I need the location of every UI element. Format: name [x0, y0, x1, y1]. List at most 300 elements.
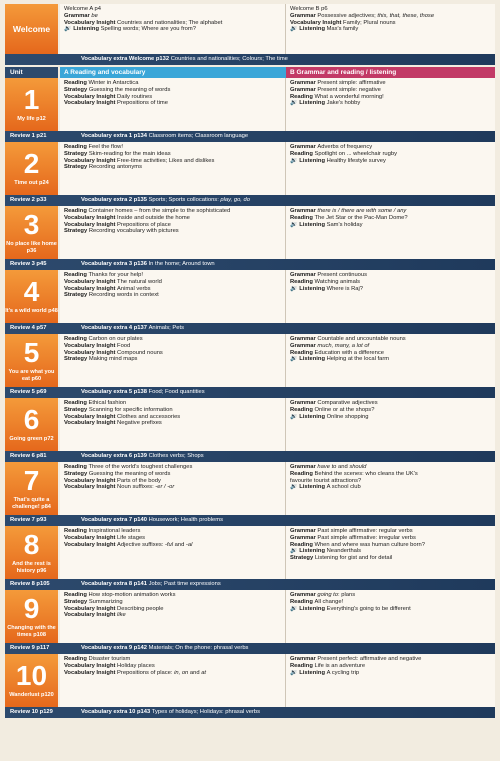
unit-b-cell	[286, 142, 495, 195]
unit-row	[5, 654, 495, 707]
welcome-b-cell	[286, 4, 495, 54]
unit-title: You are what you eat p60	[8, 369, 55, 382]
content-line	[290, 13, 491, 20]
content-line	[64, 407, 281, 414]
unit-row	[5, 270, 495, 323]
review-link[interactable]: Review 4 p57	[10, 325, 47, 331]
item-text: Helping at the local farm	[326, 356, 390, 363]
item-keyword: Grammar	[290, 336, 318, 342]
review-vocab-bar	[5, 131, 495, 142]
content-line	[290, 528, 491, 535]
item-text: Inspirational leaders	[88, 528, 141, 534]
unit-a-cell	[60, 590, 286, 643]
item-text: Housework; Health problems	[148, 517, 223, 523]
content-line	[64, 164, 281, 171]
content-line	[64, 151, 281, 158]
review-link[interactable]	[5, 54, 77, 65]
item-keyword: Strategy	[64, 228, 89, 235]
item-keyword: Vocabulary extra 9 p142	[81, 645, 149, 651]
item-keyword: Listening	[299, 26, 327, 33]
item-keyword: Grammar	[290, 656, 318, 662]
unit-row	[5, 206, 495, 259]
item-text: Countries and nationalities; The alphabet	[117, 19, 223, 26]
audio-icon: 🔊	[290, 413, 298, 420]
item-text: Online shopping	[326, 413, 369, 420]
unit-label-cell[interactable]	[5, 590, 60, 643]
unit-title: It's a wild world p48	[5, 308, 58, 315]
review-link[interactable]: Review 10 p129	[10, 709, 53, 715]
item-keyword: Vocabulary Insight	[64, 221, 118, 228]
audio-icon: 🔊	[290, 26, 298, 33]
welcome-title: Welcome	[12, 23, 51, 34]
unit-label-cell[interactable]	[5, 142, 60, 195]
content-line	[290, 94, 491, 101]
item-text: A cycling trip	[326, 669, 360, 676]
item-text: Max's family	[326, 26, 359, 33]
unit-number: 2	[23, 148, 40, 180]
unit-a-cell	[60, 654, 286, 707]
item-keyword: Listening	[299, 669, 327, 676]
item-text: this, that, these, those	[377, 12, 435, 19]
content-line	[290, 656, 491, 663]
item-text: Where is Raj?	[326, 285, 363, 292]
content-line	[290, 26, 491, 33]
item-keyword: Reading	[290, 278, 315, 285]
item-keyword: Reading	[290, 406, 315, 413]
content-line	[290, 144, 491, 151]
item-keyword: Grammar	[290, 528, 318, 534]
unit-a-cell	[60, 462, 286, 515]
item-keyword: Reading	[64, 656, 89, 662]
item-keyword: Vocabulary extra 10 p143	[81, 709, 152, 715]
welcome-row	[5, 4, 495, 54]
item-keyword: Grammar	[290, 400, 318, 406]
item-keyword: Listening	[299, 157, 327, 164]
item-keyword: Vocabulary Insight	[64, 420, 118, 427]
content-line	[64, 158, 281, 165]
item-keyword: Grammar	[290, 534, 318, 541]
vocab-extra-link[interactable]	[77, 259, 495, 270]
unit-b-cell	[286, 654, 495, 707]
item-text: -al	[185, 541, 193, 548]
item-keyword: Grammar	[290, 12, 318, 19]
content-line	[64, 144, 281, 151]
item-keyword: Vocabulary Insight	[64, 484, 118, 491]
item-text: Skim-reading for the main ideas	[88, 150, 171, 157]
item-text: Guessing the meaning of words	[88, 470, 171, 477]
vocab-extra-link[interactable]	[77, 707, 495, 718]
review-vocab-bar	[5, 451, 495, 462]
content-line	[290, 599, 491, 606]
item-keyword: Grammar	[290, 464, 318, 470]
item-keyword: Reading	[290, 150, 315, 157]
vocab-extra-link[interactable]	[77, 643, 495, 654]
item-keyword: Strategy	[64, 598, 89, 605]
review-link[interactable]: Review 9 p117	[10, 645, 50, 651]
item-text: What a wonderful morning!	[314, 93, 384, 100]
content-line	[290, 272, 491, 279]
unit-title: My life p12	[17, 116, 46, 123]
item-text: Carbon on our plates	[88, 336, 143, 342]
content-line	[64, 656, 281, 663]
item-keyword: Vocabulary Insight	[64, 214, 118, 221]
item-text: Disaster tourism	[88, 656, 131, 662]
unit-label-cell[interactable]	[5, 206, 60, 259]
item-text: Listening for gist and for detail	[314, 555, 393, 562]
item-text: Free-time activities; Likes and dislikes	[117, 157, 215, 164]
unit-b-cell	[286, 462, 495, 515]
content-line	[64, 343, 281, 350]
welcome-a-cell	[60, 4, 286, 54]
content-line	[290, 414, 491, 421]
vocab-extra-link[interactable]	[77, 579, 495, 590]
item-text: Adjective suffixes:	[117, 541, 165, 548]
item-keyword: Reading	[290, 662, 315, 669]
content-line	[64, 292, 281, 299]
item-keyword: Grammar	[290, 208, 318, 214]
unit-b-cell	[286, 526, 495, 579]
item-text: Family; Plural nouns	[343, 19, 396, 26]
content-line	[290, 670, 491, 677]
vocab-extra-link[interactable]	[77, 387, 495, 398]
item-text: Food	[117, 342, 131, 349]
content-line	[64, 26, 281, 33]
content-line	[290, 279, 491, 286]
item-text: Countable and uncountable nouns	[317, 336, 406, 342]
item-text: Present simple: affirmative	[317, 80, 386, 86]
content-line	[290, 80, 491, 87]
item-keyword: Strategy	[64, 470, 89, 477]
content-line	[290, 400, 491, 407]
content-line	[64, 286, 281, 293]
unit-title: Changing with the times p108	[7, 625, 56, 638]
item-text: should	[349, 464, 367, 470]
item-text: -er / -or	[155, 484, 175, 491]
vocab-extra-link[interactable]	[77, 515, 495, 526]
item-keyword: Strategy	[64, 406, 89, 413]
unit-label-cell[interactable]	[5, 398, 60, 451]
unit-a-cell	[60, 398, 286, 451]
content-line	[290, 208, 491, 215]
item-keyword: Vocabulary Insight	[64, 93, 118, 100]
review-vocab-bar	[5, 323, 495, 334]
content-line	[290, 151, 491, 158]
content-line	[64, 606, 281, 613]
audio-icon: 🔊	[290, 100, 298, 107]
item-text: Everything's going to be different	[326, 605, 411, 612]
item-text: much, many, a lot of	[317, 342, 370, 349]
unit-title: And the rest is history p96	[12, 561, 51, 574]
content-line	[64, 414, 281, 421]
content-line	[64, 13, 281, 20]
item-text: Winter in Antarctica	[88, 80, 139, 86]
item-text: Clothes verbs; Shops	[148, 453, 204, 459]
content-line	[64, 100, 281, 107]
item-keyword: Vocabulary Insight	[64, 349, 118, 356]
unit-label-cell[interactable]	[5, 526, 60, 579]
unit-title: Time out p24	[14, 180, 49, 187]
content-line	[290, 542, 491, 549]
item-text: Thanks for your help!	[88, 272, 143, 278]
audio-icon: 🔊	[290, 285, 298, 292]
item-keyword: Strategy	[64, 292, 89, 299]
review-link[interactable]: Review 1 p21	[10, 133, 47, 139]
item-keyword: Vocabulary Insight	[64, 19, 118, 26]
content-line	[64, 535, 281, 542]
item-text: Inside and outside the home	[117, 214, 190, 221]
unit-title: That's quite a challenge! p84	[12, 497, 51, 510]
item-text: Past simple affirmative: regular verbs	[317, 528, 413, 534]
item-text: Present simple: negative	[317, 86, 381, 93]
review-link[interactable]: Review 7 p93	[10, 517, 47, 523]
content-line	[64, 612, 281, 619]
item-text: Classroom items; Classroom language	[148, 133, 249, 139]
content-line	[290, 100, 491, 107]
content-line	[64, 208, 281, 215]
content-line	[290, 471, 491, 478]
item-text: Container homes – from the simple to the sophisticated	[88, 208, 231, 214]
review-link[interactable]: Review 2 p33	[10, 197, 47, 203]
content-line	[290, 343, 491, 350]
audio-icon: 🔊	[290, 484, 298, 491]
content-line	[290, 407, 491, 414]
vocab-extra-link[interactable]	[77, 131, 495, 142]
content-line	[290, 350, 491, 357]
review-link[interactable]: Review 3 p45	[10, 261, 47, 267]
item-text: Spelling words; Where are you from?	[100, 26, 196, 33]
item-keyword: Grammar	[290, 86, 318, 93]
unit-row	[5, 398, 495, 451]
content-line	[64, 528, 281, 535]
unit-title: Wanderlust p120	[9, 692, 54, 699]
content-line	[290, 222, 491, 229]
item-text: Parts of the body	[117, 477, 161, 484]
item-text: Past simple affirmative: irregular verbs	[317, 534, 416, 541]
unit-label-cell[interactable]	[5, 78, 60, 131]
item-text: Guessing the meaning of words	[88, 86, 171, 93]
item-keyword: Reading	[64, 80, 89, 86]
unit-row	[5, 334, 495, 387]
review-vocab-bar	[5, 643, 495, 654]
unit-b-cell	[286, 206, 495, 259]
unit-label-cell[interactable]	[5, 334, 60, 387]
item-keyword: Vocabulary extra Welcome p132	[81, 56, 171, 62]
item-text: favourite tourist attractions?	[290, 477, 362, 484]
item-keyword: Reading	[290, 470, 315, 477]
item-text: Life is an adventure	[314, 662, 366, 669]
item-keyword: Vocabulary extra 3 p136	[81, 261, 149, 267]
audio-icon: 🔊	[290, 157, 298, 164]
unit-number: 3	[23, 209, 40, 240]
item-text: Summarizing	[88, 598, 123, 605]
item-keyword: Vocabulary Insight	[64, 662, 118, 669]
item-text: The Jet Star or the Pac-Man Dome?	[314, 214, 408, 221]
vocab-extra-link[interactable]	[77, 54, 495, 65]
item-text: and	[188, 669, 202, 676]
item-text: How stop-motion animation works	[88, 592, 176, 598]
item-text: Food; Food quantities	[148, 389, 205, 395]
item-keyword: Vocabulary Insight	[64, 157, 118, 164]
item-keyword: Reading	[64, 464, 89, 470]
item-keyword: Listening	[73, 26, 101, 33]
review-vocab-bar	[5, 195, 495, 206]
audio-icon: 🔊	[290, 548, 298, 555]
content-line	[290, 356, 491, 363]
item-text: Neanderthals	[326, 548, 362, 555]
content-line	[64, 400, 281, 407]
item-text: Materials; On the phone: phrasal verbs	[148, 645, 249, 651]
content-line	[64, 272, 281, 279]
content-line	[64, 663, 281, 670]
item-keyword: Reading	[290, 541, 315, 548]
item-text: Life stages	[117, 534, 146, 541]
header-unit: Unit	[5, 67, 60, 78]
item-text: Ethical fashion	[88, 400, 127, 406]
item-text: going to	[317, 592, 339, 598]
content-line	[64, 87, 281, 94]
content-line	[64, 336, 281, 343]
audio-icon: 🔊	[290, 669, 298, 676]
item-text: Clothes and accessories	[117, 413, 181, 420]
item-text: Online or at the shops?	[314, 406, 375, 413]
content-line	[290, 215, 491, 222]
item-text: Welcome A p4	[64, 6, 101, 12]
item-text: A school club	[326, 484, 361, 491]
item-keyword: Vocabulary Insight	[64, 669, 118, 676]
item-text: Watching animals	[314, 278, 361, 285]
unit-number: 9	[23, 593, 40, 624]
item-text: Animal verbs	[117, 285, 151, 292]
content-line	[64, 420, 281, 427]
item-text: Sports; Sports collocations:	[148, 197, 221, 203]
content-line	[290, 286, 491, 293]
item-text: Spotlight on ... wheelchair rugby	[314, 150, 397, 157]
item-text: Healthy lifestyle survey	[326, 157, 386, 164]
content-line	[64, 542, 281, 549]
content-line	[64, 592, 281, 599]
item-keyword: Grammar	[290, 272, 318, 278]
item-keyword: Vocabulary Insight	[64, 541, 118, 548]
content-line	[64, 279, 281, 286]
item-text: Education with a difference	[314, 349, 384, 356]
item-text: Negative prefixes	[117, 420, 162, 427]
audio-icon: 🔊	[290, 605, 298, 612]
item-text: Compound nouns	[117, 349, 163, 356]
unit-number: 4	[23, 276, 40, 308]
item-keyword: Vocabulary extra 7 p140	[81, 517, 149, 523]
item-text: Prepositions of place	[117, 221, 171, 228]
content-line	[290, 87, 491, 94]
content-line	[290, 592, 491, 599]
content-line	[64, 484, 281, 491]
unit-number: 10	[15, 660, 48, 692]
item-text: like	[117, 612, 126, 619]
item-keyword: Vocabulary Insight	[64, 100, 118, 107]
content-line	[290, 555, 491, 562]
item-keyword: Vocabulary Insight	[64, 413, 118, 420]
unit-b-cell	[286, 78, 495, 131]
unit-number: 8	[23, 529, 40, 560]
item-keyword: Listening	[299, 285, 327, 292]
content-line	[64, 350, 281, 357]
item-keyword: Strategy	[64, 150, 89, 157]
vocab-extra-link[interactable]	[77, 195, 495, 206]
content-line	[64, 670, 281, 677]
review-vocab-bar	[5, 707, 495, 718]
content-line	[290, 535, 491, 542]
item-keyword: Vocabulary Insight	[64, 278, 118, 285]
vocab-extra-link[interactable]	[77, 323, 495, 334]
item-keyword: Vocabulary Insight	[64, 534, 118, 541]
unit-a-cell	[60, 142, 286, 195]
item-keyword: Grammar	[290, 80, 318, 86]
item-text: Recording antonyms	[88, 164, 142, 171]
item-keyword: Strategy	[290, 555, 315, 562]
item-keyword: Reading	[64, 592, 89, 598]
review-link[interactable]: Review 5 p69	[10, 389, 47, 395]
content-line	[64, 228, 281, 235]
unit-a-cell	[60, 270, 286, 323]
audio-icon: 🔊	[290, 356, 298, 363]
item-text: Recording vocabulary with pictures	[88, 228, 179, 235]
unit-row	[5, 78, 495, 131]
item-text: Prepositions of time	[117, 100, 168, 107]
content-line	[64, 471, 281, 478]
item-keyword: Grammar	[290, 144, 318, 150]
item-keyword: Vocabulary Insight	[290, 19, 344, 26]
unit-row	[5, 526, 495, 579]
review-vocab-bar	[5, 515, 495, 526]
item-text: Comparative adjectives	[317, 400, 378, 406]
review-link[interactable]: Review 8 p105	[10, 581, 50, 587]
item-keyword: Reading	[64, 336, 89, 342]
item-text: In the home; Around town	[148, 261, 215, 267]
item-keyword: Strategy	[64, 164, 89, 171]
item-text: -ful	[164, 541, 174, 548]
item-keyword: Reading	[290, 349, 315, 356]
vocab-extra-link[interactable]	[77, 451, 495, 462]
item-text: Holiday places	[117, 662, 155, 669]
item-text: and	[336, 464, 350, 470]
unit-title: No place like home p36	[6, 241, 57, 254]
content-line	[290, 336, 491, 343]
item-text: Making mind maps	[88, 356, 138, 363]
unit-title: Going green p72	[9, 436, 54, 443]
units-list	[5, 78, 495, 718]
review-link[interactable]: Review 6 p81	[10, 453, 47, 459]
item-keyword: Reading	[64, 400, 89, 406]
item-text: Countries and nationalities; Colours; The time	[170, 56, 288, 62]
item-text: Present continuous	[317, 272, 368, 278]
welcome-label-cell	[5, 4, 60, 54]
item-keyword: Strategy	[64, 86, 89, 93]
item-keyword: Vocabulary Insight	[64, 477, 118, 484]
item-text: Animals; Pets	[148, 325, 185, 331]
content-line	[64, 478, 281, 485]
item-keyword: Listening	[299, 221, 327, 228]
audio-icon: 🔊	[64, 26, 72, 33]
content-line	[290, 484, 491, 491]
item-keyword: Grammar	[290, 342, 318, 349]
item-text: play, go, do	[220, 197, 250, 203]
unit-label-cell[interactable]	[5, 270, 60, 323]
unit-label-cell[interactable]	[5, 654, 60, 707]
review-vocab-bar	[5, 579, 495, 590]
item-keyword: Reading	[290, 214, 315, 221]
unit-b-cell	[286, 590, 495, 643]
unit-label-cell[interactable]	[5, 462, 60, 515]
item-keyword: Vocabulary extra 5 p138	[81, 389, 149, 395]
